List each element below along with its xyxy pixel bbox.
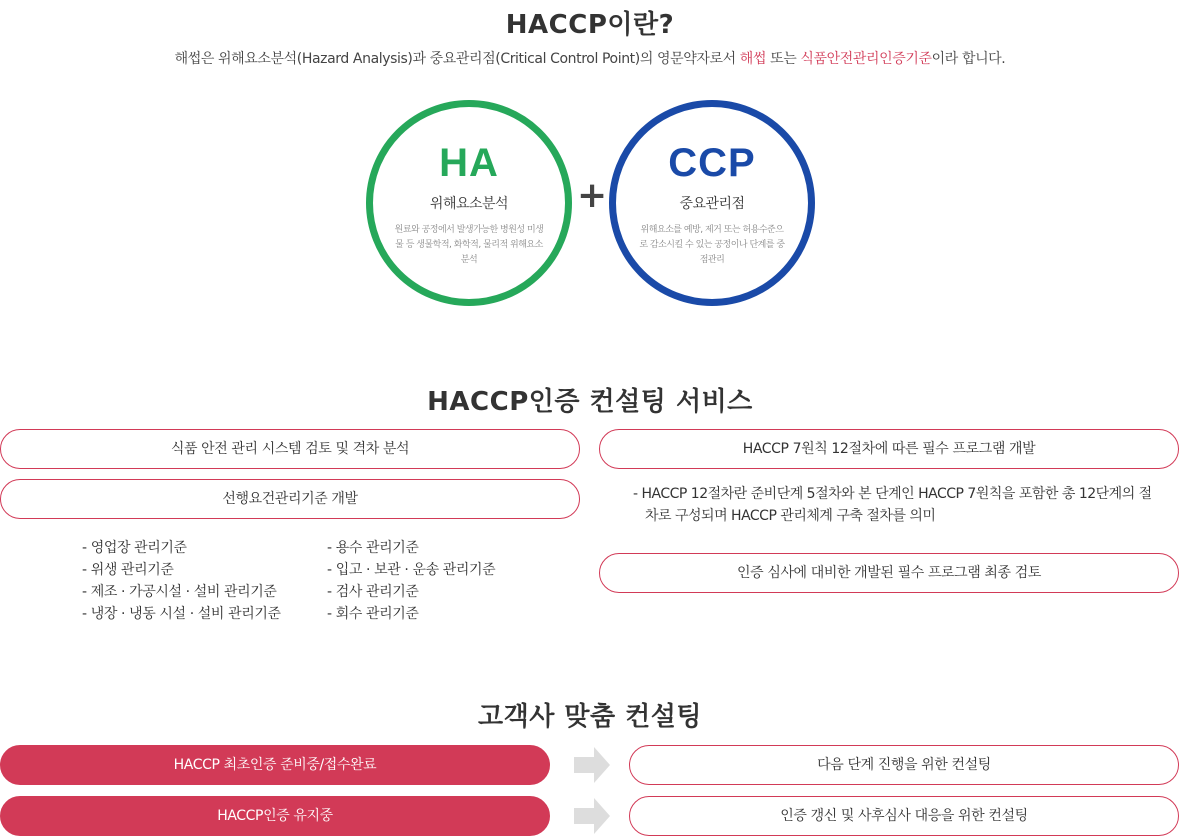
list-item: - 냉장 · 냉동 시설 · 설비 관리기준 [82, 606, 281, 622]
ccp-abbr: CCP [668, 141, 756, 185]
haccp-12-steps-note: - HACCP 12절차란 준비단계 5절차와 본 단계인 HACCP 7원칙을 포함한 총 12단계의 절차로 구성되며 HACCP 관리체계 구축 절차를 의미 [633, 486, 1152, 524]
service-final-review-pill: 인증 심사에 대비한 개발된 필수 프로그램 최종 검토 [599, 553, 1179, 593]
intro-text-before: 해썹은 위해요소분석(Hazard Analysis)과 중요관리점(Critical Control Point)의 영문약자로서 [174, 51, 740, 67]
status-maintaining-certification-pill: HACCP인증 유지중 [0, 796, 550, 836]
prerequisite-list-col2 [327, 537, 495, 625]
haccp-intro-text [0, 48, 1180, 68]
arrow-right-icon [572, 745, 612, 785]
ha-description: 원료와 공정에서 발생가능한 병원성 미생물 등 생물학적, 화학적, 물리적 위해요소 분석 [394, 225, 544, 265]
consulting-service-title: HACCP인증 컨설팅 서비스 [427, 387, 753, 417]
service-next-step-pill: 다음 단계 진행을 위한 컨설팅 [629, 745, 1179, 785]
intro-highlight-haccp-korean: 해썹 [739, 51, 767, 67]
list-item: - 검사 관리기준 [327, 584, 419, 600]
intro-text-mid: 또는 [766, 51, 801, 67]
service-program-development-pill: HACCP 7원칙 12절차에 따른 필수 프로그램 개발 [599, 429, 1179, 469]
ha-circle [366, 100, 572, 306]
arrow-right-icon [572, 796, 612, 836]
list-item: - 용수 관리기준 [327, 540, 419, 556]
list-item: - 제조 · 가공시설 · 설비 관리기준 [82, 584, 277, 600]
ha-name: 위해요소분석 [429, 196, 509, 212]
ccp-description: 위해요소를 예방, 제거 또는 허용수준으로 감소시킬 수 있는 공정이나 단계를 중점관리 [639, 225, 785, 265]
ccp-name: 중요관리점 [679, 196, 745, 212]
prerequisite-list-col1 [82, 537, 281, 625]
haccp-definition-title: HACCP이란? [505, 10, 675, 40]
ccp-circle [609, 100, 815, 306]
list-item: - 회수 관리기준 [327, 606, 419, 622]
plus-icon: + [577, 175, 608, 216]
customized-consulting-title: 고객사 맞춤 컨설팅 [477, 702, 703, 732]
service-gap-analysis-pill: 식품 안전 관리 시스템 검토 및 격차 분석 [0, 429, 580, 469]
ha-abbr: HA [439, 141, 499, 185]
intro-text-after: 이라 합니다. [931, 51, 1006, 67]
list-item: - 영업장 관리기준 [82, 540, 187, 556]
list-item: - 입고 · 보관 · 운송 관리기준 [327, 562, 496, 578]
intro-highlight-standard: 식품안전관리인증기준 [800, 51, 932, 67]
status-initial-certification-pill: HACCP 최초인증 준비중/접수완료 [0, 745, 550, 785]
list-item: - 위생 관리기준 [82, 562, 174, 578]
service-prerequisite-pill: 선행요건관리기준 개발 [0, 479, 580, 519]
service-renewal-pill: 인증 갱신 및 사후심사 대응을 위한 컨설팅 [629, 796, 1179, 836]
